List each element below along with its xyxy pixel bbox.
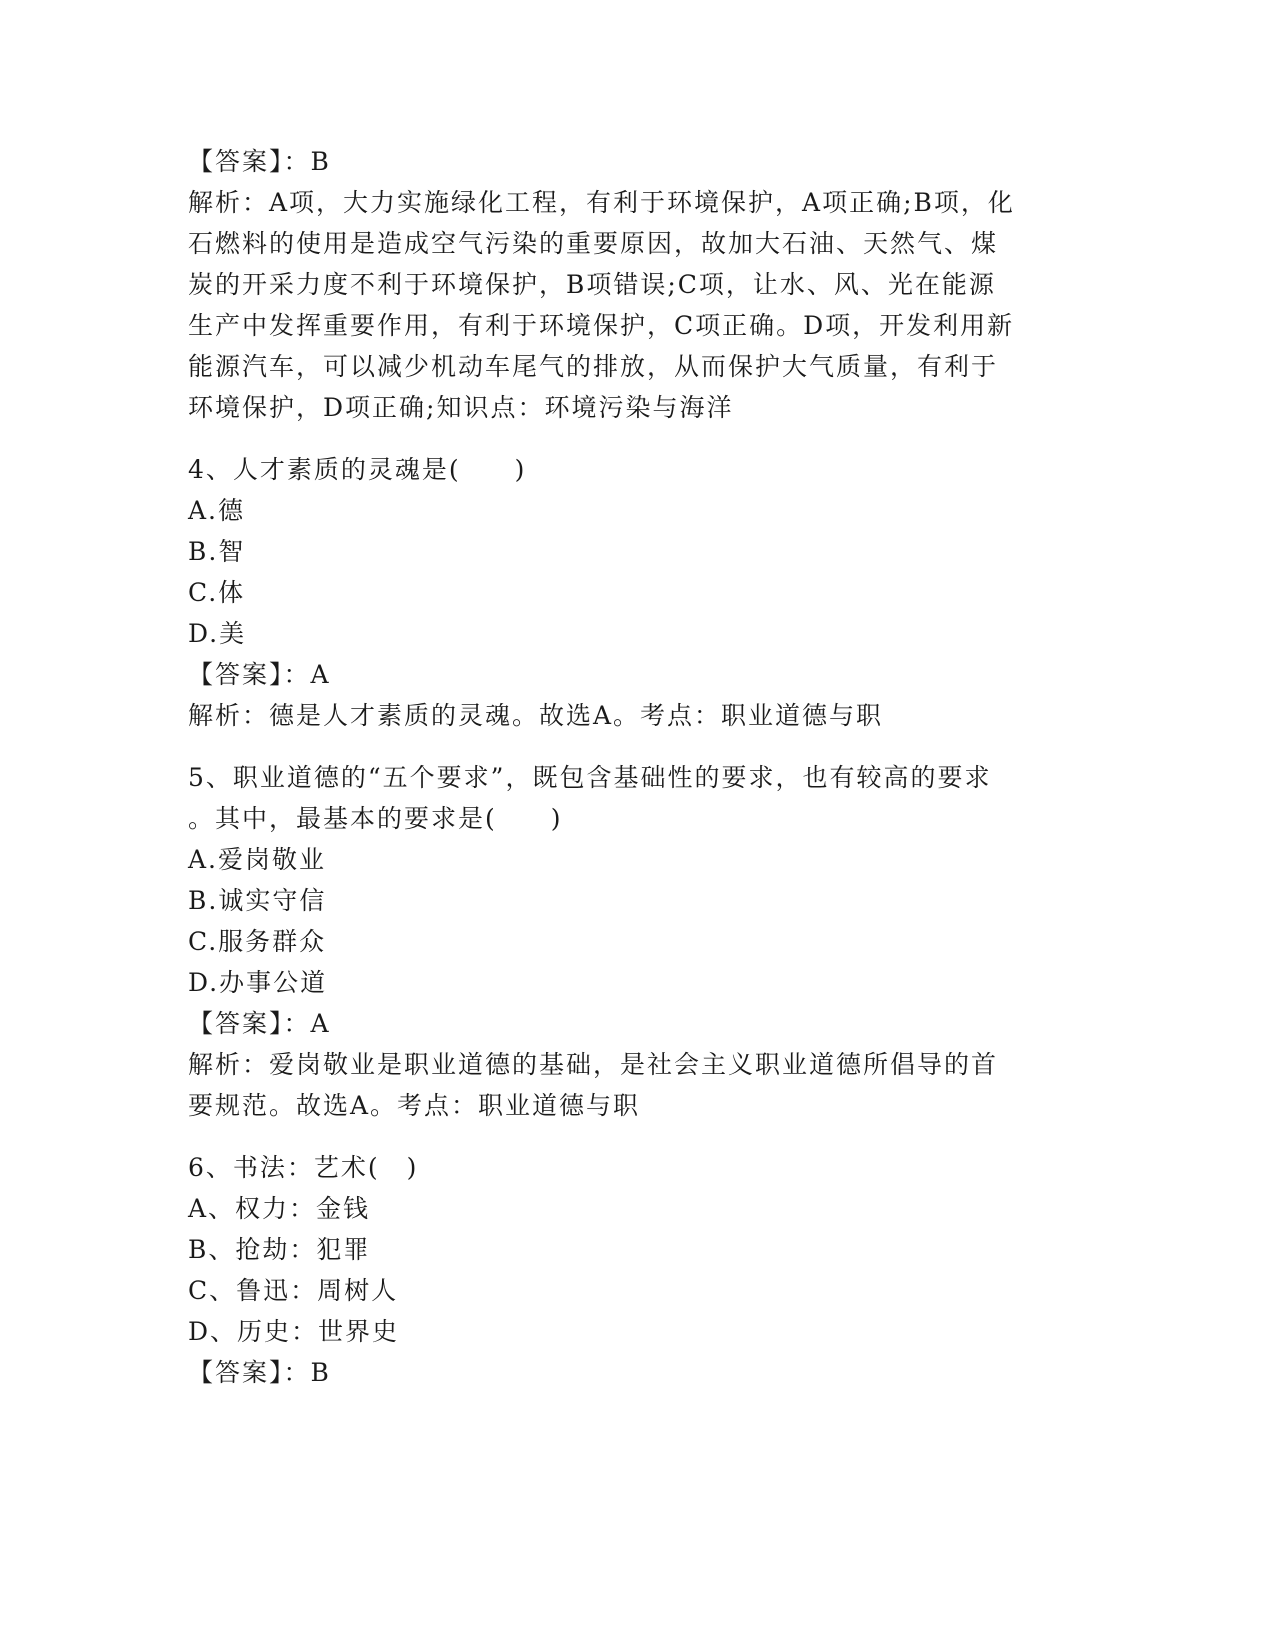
answer-line: 【答案】：A [188, 1009, 331, 1038]
analysis-line: 环境保护，D项正确;知识点：环境污染与海洋 [188, 393, 734, 422]
option-b: B.诚实守信 [188, 886, 327, 915]
analysis-line: 解析：A项，大力实施绿化工程，有利于环境保护，A项正确;B项，化 [188, 188, 1015, 217]
option-d: D.美 [188, 619, 247, 648]
option-c: C.服务群众 [188, 927, 327, 956]
analysis-line: 要规范。故选A。考点：职业道德与职 [188, 1091, 641, 1120]
question-5: 5、职业道德的“五个要求”，既包含基础性的要求，也有较高的要求 [188, 763, 992, 792]
answer-line: 【答案】：B [188, 147, 331, 176]
analysis-line: 生产中发挥重要作用，有利于环境保护，C项正确。D项，开发利用新 [188, 311, 1015, 340]
option-c: C、鲁迅：周树人 [188, 1276, 399, 1305]
option-b: B.智 [188, 537, 246, 566]
question-4: 4、人才素质的灵魂是( ) [188, 455, 527, 484]
option-b: B、抢劫：犯罪 [188, 1235, 371, 1264]
answer-line: 【答案】：B [188, 1358, 331, 1387]
option-d: D.办事公道 [188, 968, 328, 997]
analysis-line: 炭的开采力度不利于环境保护，B项错误;C项，让水、风、光在能源 [188, 270, 996, 299]
analysis-line: 能源汽车，可以减少机动车尾气的排放，从而保护大气质量，有利于 [188, 352, 999, 381]
question-5-cont: 。其中，最基本的要求是( ) [188, 804, 563, 833]
analysis-line: 解析：爱岗敬业是职业道德的基础，是社会主义职业道德所倡导的首 [188, 1050, 999, 1079]
option-a: A.德 [188, 496, 246, 525]
answer-line: 【答案】：A [188, 660, 331, 689]
option-d: D、历史：世界史 [188, 1317, 400, 1346]
analysis-line: 石燃料的使用是造成空气污染的重要原因，故加大石油、天然气、煤 [188, 229, 999, 258]
question-6: 6、书法：艺术( ) [188, 1153, 419, 1182]
option-a: A、权力：金钱 [188, 1194, 371, 1223]
option-c: C.体 [188, 578, 246, 607]
analysis-line: 解析：德是人才素质的灵魂。故选A。考点：职业道德与职 [188, 701, 884, 730]
option-a: A.爱岗敬业 [188, 845, 327, 874]
